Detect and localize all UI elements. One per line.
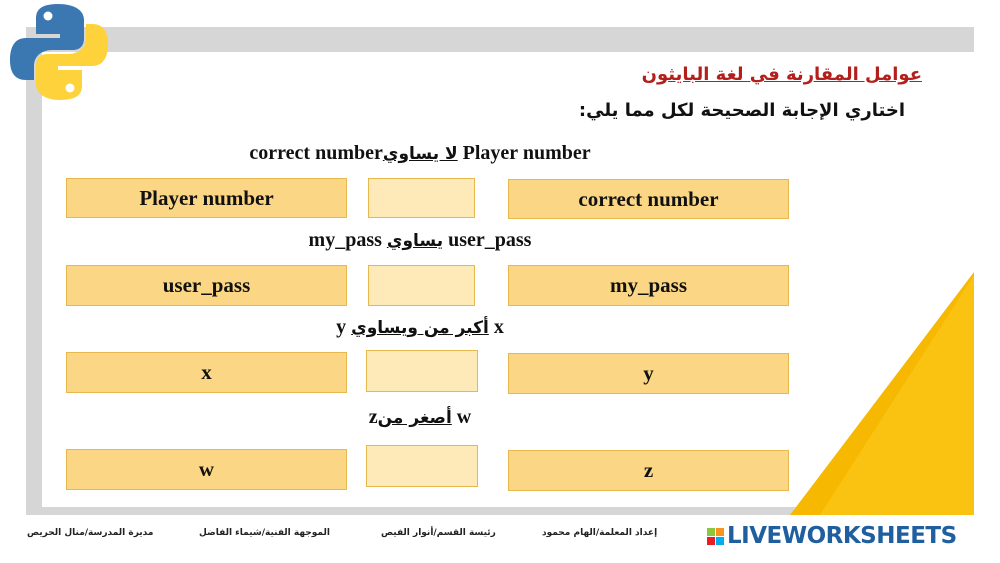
question-4: [0, 406, 840, 429]
question-4-left: z: [368, 406, 378, 428]
question-2-option-1[interactable]: user_pass: [66, 265, 347, 306]
python-logo-icon: [6, 0, 110, 104]
footer-supervisor: الموجهة الفنية/شيماء الفاضل: [199, 528, 330, 538]
question-2-answer-dropzone[interactable]: [368, 265, 475, 306]
question-2-left: my_pass: [308, 229, 382, 251]
question-2-operator: يساوي: [386, 231, 444, 251]
brand-name: LIVEWORKSHEETS: [727, 523, 957, 549]
question-4-operator: أصغر من: [377, 408, 452, 428]
question-4-option-2[interactable]: z: [508, 450, 789, 491]
question-3-operator: أكبر من ويساوي: [351, 318, 489, 338]
question-2: [0, 229, 840, 252]
liveworksheets-logo-icon: [707, 528, 724, 545]
question-1-option-1[interactable]: Player number: [66, 178, 347, 218]
question-1-right: Player number: [462, 142, 591, 164]
question-4-answer-dropzone[interactable]: [366, 445, 478, 487]
question-3-right: x: [493, 316, 504, 338]
question-3-answer-dropzone[interactable]: [366, 350, 478, 392]
question-3: [0, 316, 840, 339]
question-2-option-2[interactable]: my_pass: [508, 265, 789, 306]
footer-dept-head: رئيسة القسم/أنوار الفيص: [381, 528, 496, 538]
question-1-answer-dropzone[interactable]: [368, 178, 475, 218]
page-title: عوامل المقارنة في لغة البايثون: [641, 64, 922, 85]
question-1-left: correct number: [249, 142, 383, 164]
question-2-right: user_pass: [448, 229, 532, 251]
footer-principal: مديرة المدرسة/منال الحريص: [27, 528, 154, 538]
question-3-option-2[interactable]: y: [508, 353, 789, 394]
question-3-left: y: [336, 316, 347, 338]
question-1-option-2[interactable]: correct number: [508, 179, 789, 219]
question-1-operator: لا يساوي: [382, 144, 458, 164]
instructions: اختاري الإجابة الصحيحة لكل مما يلي:: [578, 100, 905, 121]
question-4-option-1[interactable]: w: [66, 449, 347, 490]
question-3-option-1[interactable]: x: [66, 352, 347, 393]
footer-preparer: إعداد المعلمة/الهام محمود: [542, 528, 658, 538]
question-1: [0, 142, 840, 165]
liveworksheets-brand[interactable]: [707, 521, 957, 551]
question-4-right: w: [456, 406, 472, 428]
